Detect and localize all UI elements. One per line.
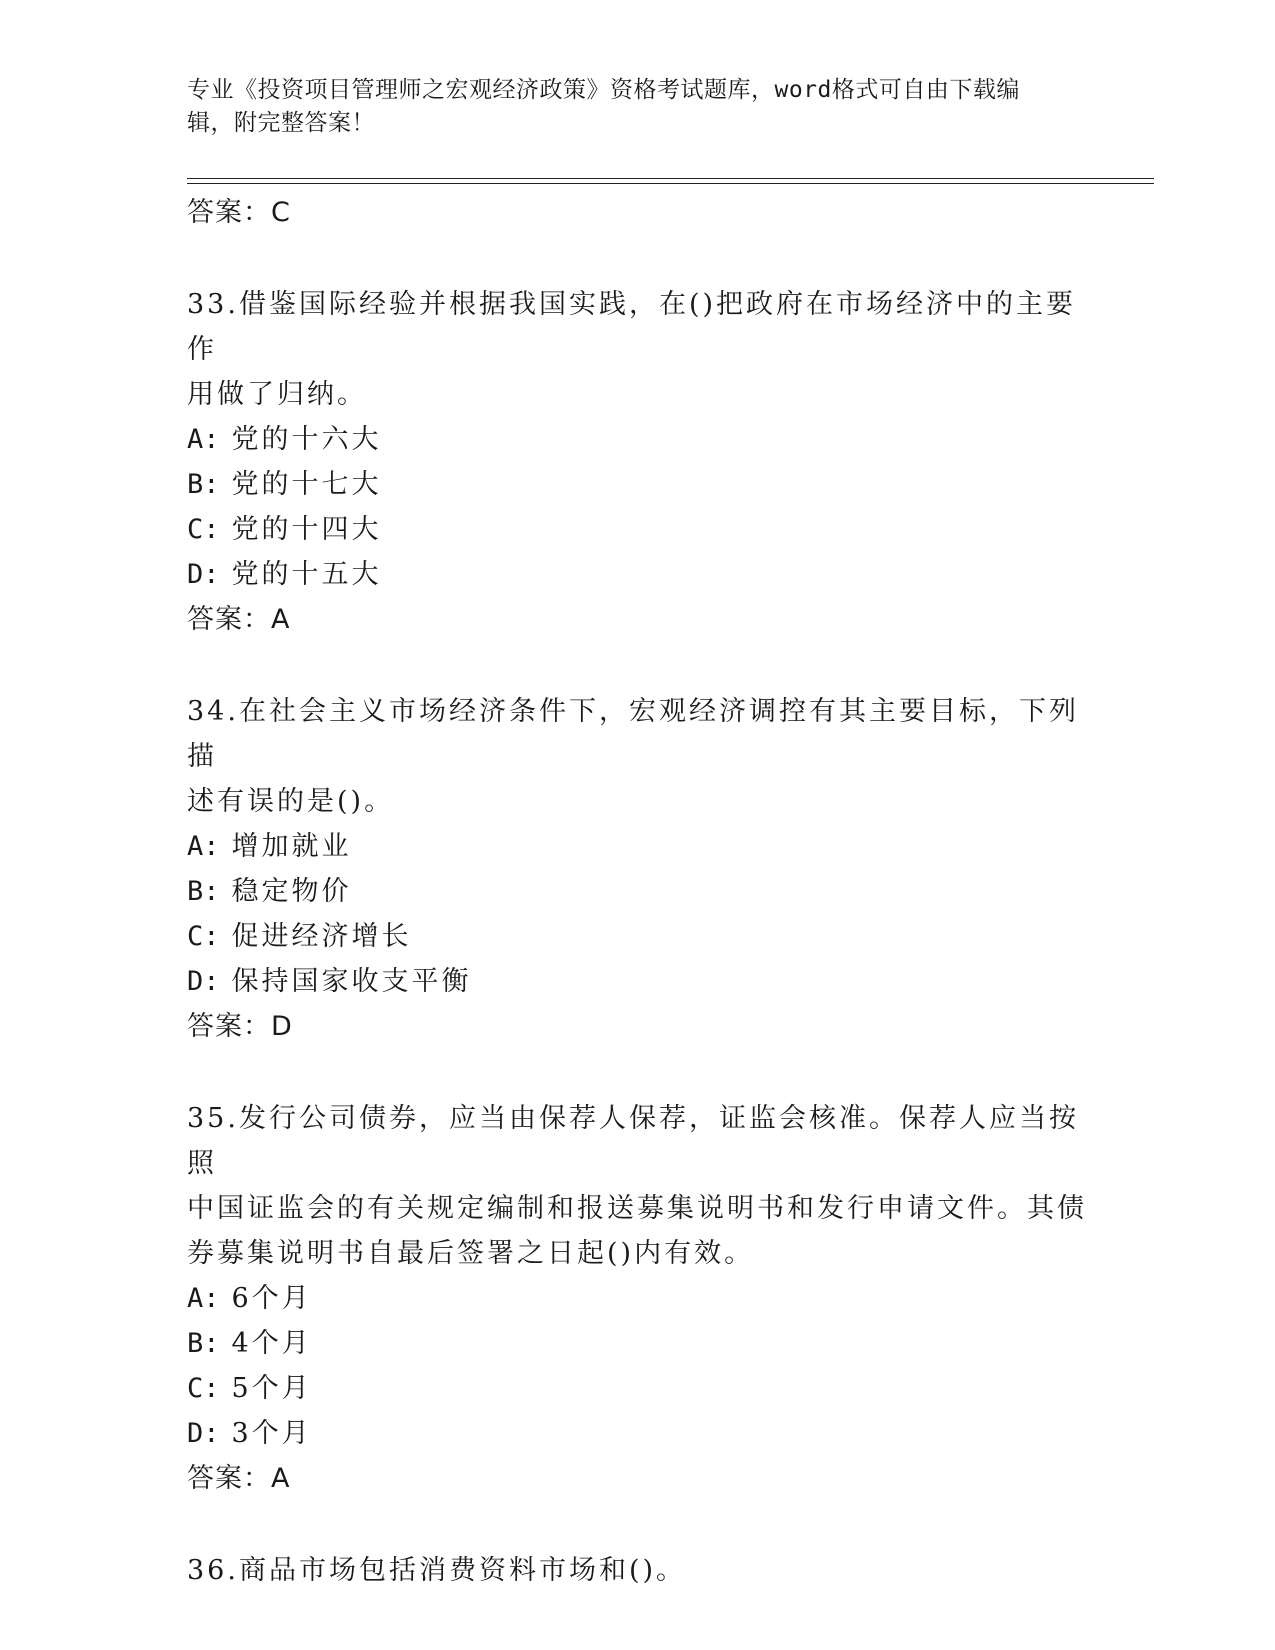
option-letter: B: xyxy=(187,1328,220,1359)
previous-answer: 答案：C xyxy=(187,197,291,228)
option-letter: B: xyxy=(187,876,220,907)
header-divider-top xyxy=(187,178,1154,179)
question-stem: 34.在社会主义市场经济条件下，宏观经济调控有其主要目标，下列描 xyxy=(187,696,1079,772)
option-a xyxy=(187,824,1087,869)
option-letter: A: xyxy=(187,1283,220,1314)
option-letter: A: xyxy=(187,424,220,455)
answer: 答案：D xyxy=(187,1011,293,1042)
question-stem: 述有误的是()。 xyxy=(187,786,395,817)
header-line-1: 专业《投资项目管理师之宏观经济政策》资格考试题库，word格式可自由下载编 xyxy=(187,77,1020,103)
option-c xyxy=(187,914,1087,959)
option-letter: C: xyxy=(187,514,220,545)
option-text: 4个月 xyxy=(231,1328,312,1359)
option-text: 6个月 xyxy=(231,1283,312,1314)
option-b xyxy=(187,462,1087,507)
option-letter: D: xyxy=(187,1418,220,1449)
option-letter: D: xyxy=(187,966,220,997)
document-header xyxy=(187,74,1077,140)
option-text: 稳定物价 xyxy=(231,876,352,907)
option-a xyxy=(187,417,1087,462)
option-letter: A: xyxy=(187,831,220,862)
spacer xyxy=(187,1501,1087,1548)
option-b xyxy=(187,1321,1087,1366)
question-36 xyxy=(187,1548,1087,1593)
option-text: 促进经济增长 xyxy=(231,921,412,952)
option-text: 保持国家收支平衡 xyxy=(231,966,472,997)
question-33 xyxy=(187,282,1087,642)
header-divider-bottom xyxy=(187,183,1154,184)
question-stem: 35.发行公司债券，应当由保荐人保荐，证监会核准。保荐人应当按照 xyxy=(187,1103,1079,1179)
option-letter: B: xyxy=(187,469,220,500)
option-d xyxy=(187,1411,1087,1456)
question-35 xyxy=(187,1096,1087,1501)
question-stem: 券募集说明书自最后签署之日起()内有效。 xyxy=(187,1238,755,1269)
option-text: 党的十六大 xyxy=(231,424,382,455)
option-d xyxy=(187,959,1087,1004)
option-letter: C: xyxy=(187,1373,220,1404)
option-text: 党的十五大 xyxy=(231,559,382,590)
option-a xyxy=(187,1276,1087,1321)
spacer xyxy=(187,1049,1087,1096)
option-letter: D: xyxy=(187,559,220,590)
question-stem: 33.借鉴国际经验并根据我国实践，在()把政府在市场经济中的主要作 xyxy=(187,289,1077,365)
question-list xyxy=(187,190,1087,1593)
header-line-2: 辑，附完整答案！ xyxy=(187,110,375,136)
spacer xyxy=(187,642,1087,689)
option-text: 5个月 xyxy=(231,1373,312,1404)
option-d xyxy=(187,552,1087,597)
option-letter: C: xyxy=(187,921,220,952)
option-text: 增加就业 xyxy=(231,831,352,862)
option-c xyxy=(187,1366,1087,1411)
question-34 xyxy=(187,689,1087,1049)
answer: 答案：A xyxy=(187,604,291,635)
spacer xyxy=(187,235,1087,282)
question-stem: 36.商品市场包括消费资料市场和()。 xyxy=(187,1555,687,1586)
option-text: 党的十七大 xyxy=(231,469,382,500)
question-stem: 中国证监会的有关规定编制和报送募集说明书和发行申请文件。其债 xyxy=(187,1193,1087,1224)
answer: 答案：A xyxy=(187,1463,291,1494)
option-c xyxy=(187,507,1087,552)
question-stem: 用做了归纳。 xyxy=(187,379,367,410)
option-b xyxy=(187,869,1087,914)
option-text: 3个月 xyxy=(231,1418,312,1449)
option-text: 党的十四大 xyxy=(231,514,382,545)
